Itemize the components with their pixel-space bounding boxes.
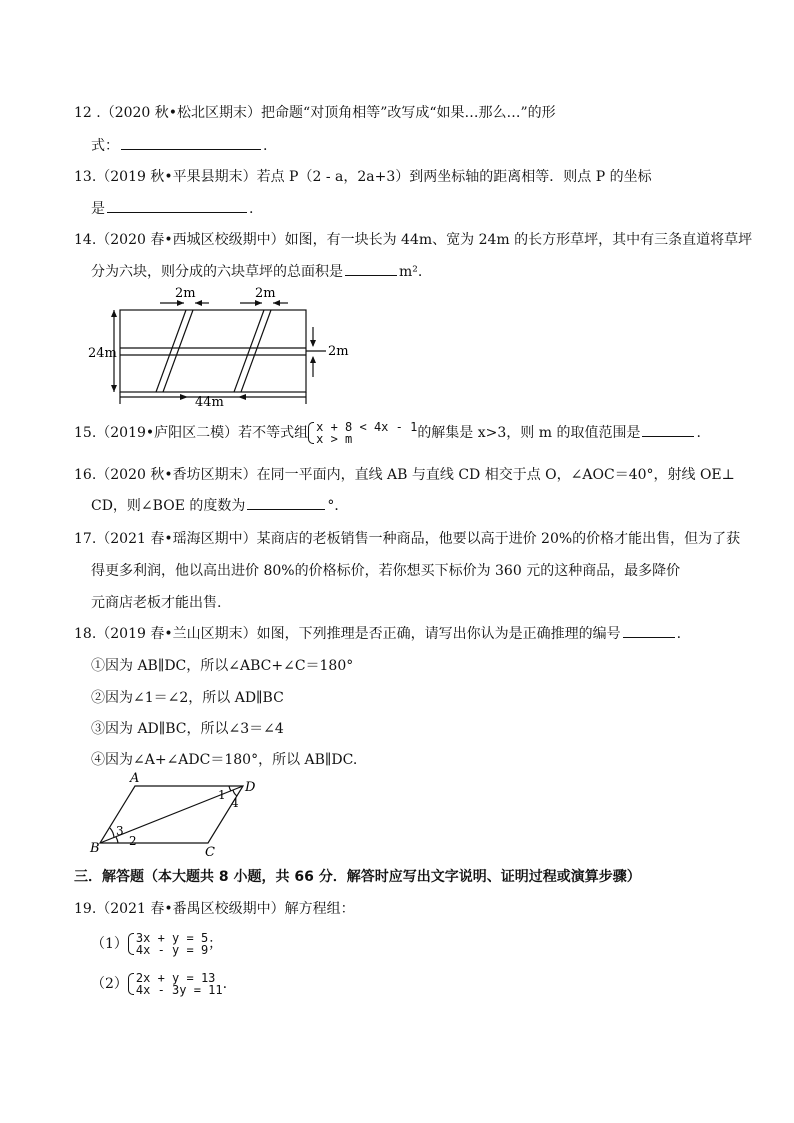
q14-answer-blank[interactable] — [345, 261, 397, 276]
q19-part1 — [91, 932, 222, 956]
q15-mid: 的解集是 x>3，则 m 的取值范围是 — [417, 425, 641, 441]
angle-1-arc — [229, 786, 231, 791]
angle-label-2: 2 — [129, 834, 137, 848]
vertex-d: D — [245, 780, 256, 795]
inequality-2: x > m — [316, 432, 353, 446]
q13-line2 — [91, 198, 253, 218]
q15-answer-blank[interactable] — [642, 422, 694, 437]
q19-line1: 19.（2021 春•番禺区校级期中）解方程组： — [74, 901, 355, 917]
angle-label-4: 4 — [231, 796, 239, 810]
q19-part1-label: （1） — [91, 936, 128, 952]
q12-line2 — [91, 135, 267, 155]
q16-line2 — [91, 495, 348, 515]
label-height: 24m — [88, 346, 117, 361]
q15-suffix: . — [696, 425, 701, 441]
angle-label-1: 1 — [218, 788, 226, 802]
eq-1b: 4x - y = 9 — [135, 943, 209, 957]
road-1-left — [156, 310, 186, 392]
vertex-a: A — [130, 772, 140, 786]
q16-answer-blank[interactable] — [247, 495, 325, 510]
inequality-1: x + 8 < 4x - 1 — [316, 420, 418, 434]
q13-suffix: . — [249, 201, 254, 217]
q15-line — [74, 421, 701, 445]
q19-part2 — [91, 972, 227, 996]
q18-item-4: ④因为∠A+∠ADC＝180°，所以 AB∥DC. — [91, 752, 358, 768]
parallelogram-figure — [88, 772, 268, 858]
q13-answer-blank[interactable] — [107, 198, 247, 213]
eq-2a: 2x + y = 13 — [135, 971, 216, 985]
equation-system-1 — [128, 932, 208, 956]
q14-suffix: m². — [399, 264, 423, 280]
q12-prefix: 式： — [91, 138, 119, 154]
q18-item-1: ①因为 AB∥DC，所以∠ABC+∠C＝180° — [91, 658, 354, 674]
inequality-system — [308, 421, 417, 445]
q14-line1: 14.（2020 春•西城区校级期中）如图，有一块长为 44m、宽为 24m 的长方形草坪，其中有三条直道将草坪 — [74, 232, 753, 248]
eq-2b: 4x - 3y = 11 — [135, 983, 223, 997]
q19-part1-end: ； — [208, 936, 223, 952]
q14-line2 — [91, 261, 422, 281]
q14-prefix: 分为六块，则分成的六块草坪的总面积是 — [91, 264, 343, 280]
q19-part2-end: . — [222, 976, 228, 992]
lawn-rectangle — [120, 310, 306, 392]
q15-prefix: 15.（2019•庐阳区二模）若不等式组 — [74, 425, 309, 441]
vertex-c: C — [205, 845, 215, 858]
q18-item-3: ③因为 AD∥BC，所以∠3＝∠4 — [91, 721, 284, 737]
angle-label-3: 3 — [116, 824, 124, 838]
label-road2-width: 2m — [255, 286, 276, 301]
q13-prefix: 是 — [91, 201, 105, 217]
equation-system-2 — [128, 972, 223, 996]
q16-suffix: °． — [327, 498, 349, 514]
label-road1-width: 2m — [175, 286, 196, 301]
q19-part2-label: （2） — [91, 976, 128, 992]
q17-line3: 元商店老板才能出售. — [91, 595, 222, 611]
q12-suffix: . — [263, 138, 268, 154]
q13-line1: 13.（2019 秋•平果县期末）若点 P（2 - a，2a+3）到两坐标轴的距离相等．则点 P 的坐标 — [74, 169, 652, 185]
label-road-horizontal-width: 2m — [328, 344, 349, 359]
road-1-right — [163, 310, 193, 392]
q16-prefix: CD，则∠BOE 的度数为 — [91, 498, 246, 514]
angle-3-arc — [110, 828, 114, 838]
q18-prefix: 18.（2019 春•兰山区期末）如图，下列推理是否正确，请写出你认为是正确推理的编号 — [74, 626, 621, 642]
q18-suffix: . — [676, 626, 682, 642]
q12-answer-blank[interactable] — [121, 135, 261, 150]
q18-item-2: ②因为∠1＝∠2，所以 AD∥BC — [91, 690, 284, 706]
lawn-figure — [88, 285, 358, 410]
eq-1a: 3x + y = 5 — [135, 931, 209, 945]
q18-answer-blank[interactable] — [623, 623, 675, 638]
q12-line1: 12 .（2020 秋•松北区期末）把命题“对顶角相等”改写成“如果…那么…”的形 — [74, 105, 556, 121]
road-2-left — [234, 310, 264, 392]
q17-line2: 得更多利润，他以高出进价 80%的价格标价，若你想买下标价为 360 元的这种商品，最多降价 — [91, 563, 681, 579]
q17-line1: 17.（2021 春•瑶海区期中）某商店的老板销售一种商品，他要以高于进价 20%的价格才能出售，但为了获 — [74, 531, 741, 547]
q18-line1 — [74, 623, 681, 643]
road-2-right — [241, 310, 271, 392]
section-heading-3: 三．解答题（本大题共 8 小题，共 66 分．解答时应写出文字说明、证明过程或演算步骤） — [74, 869, 641, 885]
q16-line1: 16.（2020 秋•香坊区期末）在同一平面内，直线 AB 与直线 CD 相交于点 O，∠AOC＝40°，射线 OE⊥ — [74, 467, 735, 483]
label-width: 44m — [195, 395, 224, 410]
vertex-b: B — [90, 841, 100, 856]
